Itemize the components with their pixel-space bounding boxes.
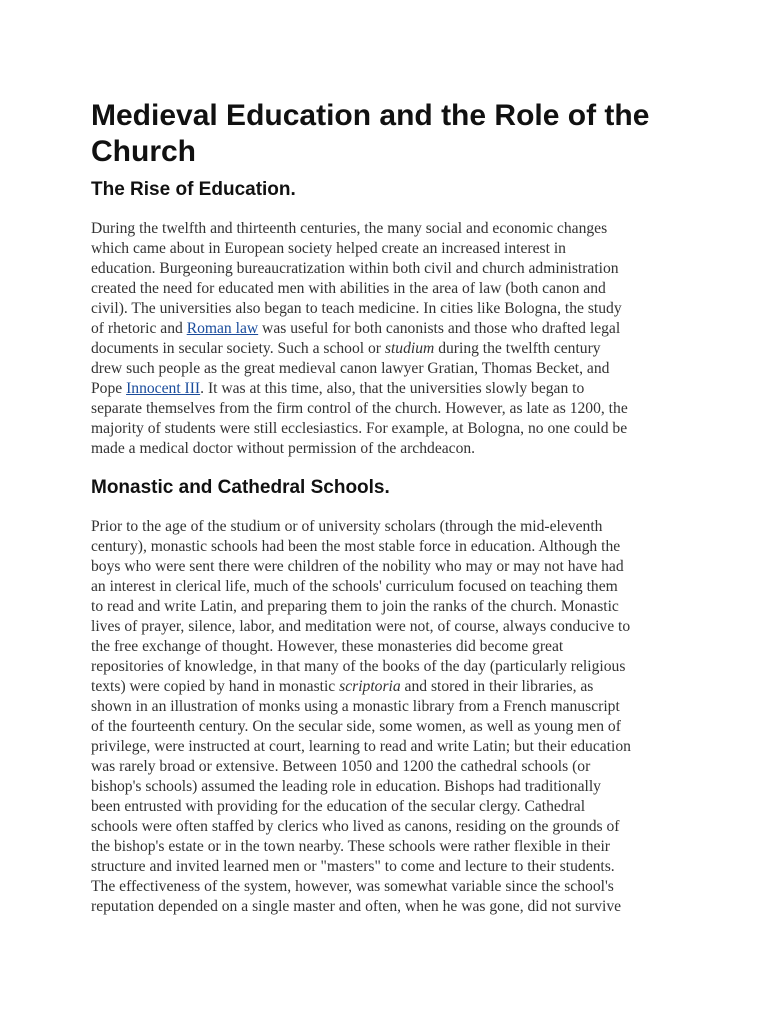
text-line: created the need for educated men with abilities in the area of law (both canon and (91, 280, 606, 297)
text-fragment: of rhetoric and (91, 320, 187, 337)
document-page (91, 98, 683, 917)
text-line: reputation depended on a single master and often, when he was gone, did not survive (91, 898, 622, 915)
text-line: to read and write Latin, and preparing them to join the ranks of the church. Monastic (91, 598, 619, 615)
text-line (91, 379, 683, 399)
text-line: repositories of knowledge, in that many of the books of the day (particularly religious (91, 658, 626, 675)
studium-term: studium (384, 340, 435, 357)
text-fragment: and stored in their libraries, as (400, 678, 594, 695)
paragraph-rise-of-education (91, 219, 683, 459)
section-heading-rise-of-education: The Rise of Education. (91, 179, 296, 200)
roman-law-link[interactable]: Roman law (186, 320, 259, 337)
text-line: was rarely broad or extensive. Between 1050 and 1200 the cathedral schools (or (91, 758, 591, 775)
page-title (91, 98, 683, 170)
text-line: an interest in clerical life, much of the schools' curriculum focused on teaching them (91, 578, 618, 595)
text-line: structure and invited learned men or "masters" to come and lecture to their students. (91, 858, 615, 875)
text-line: privilege, were instructed at court, learning to read and write Latin; but their education (91, 738, 631, 755)
text-fragment: during the twelfth century (434, 340, 601, 357)
text-line: majority of students were still ecclesiastics. For example, at Bologna, no one could be (91, 420, 628, 437)
text-line: century), monastic schools had been the most stable force in education. Although the (91, 538, 621, 555)
title-line-2: Church (91, 135, 196, 168)
text-line: civil). The universities also began to teach medicine. In cities like Bologna, the study (91, 300, 622, 317)
text-line: made a medical doctor without permission of the archdeacon. (91, 440, 476, 457)
text-line: of the fourteenth century. On the secular side, some women, as well as young men of (91, 718, 621, 735)
paragraph-monastic-schools (91, 517, 683, 917)
text-line: schools were often staffed by clerics who lived as canons, residing on the grounds of (91, 818, 620, 835)
text-line: education. Burgeoning bureaucratization within both civil and church administration (91, 260, 619, 277)
text-line: drew such people as the great medieval canon lawyer Gratian, Thomas Becket, and (91, 360, 610, 377)
text-line: lives of prayer, silence, labor, and meditation were not, of course, always conducive to (91, 618, 631, 635)
text-line: During the twelfth and thirteenth centuries, the many social and economic changes (91, 220, 608, 237)
text-line: the bishop's estate or in the town nearby. These schools were rather flexible in their (91, 838, 610, 855)
text-line (91, 677, 683, 697)
text-fragment: Pope (91, 380, 127, 397)
text-fragment: texts) were copied by hand in monastic (91, 678, 340, 695)
text-line: separate themselves from the firm control of the church. However, as late as 1200, the (91, 400, 628, 417)
text-line: boys who were sent there were children of the nobility who may or may not have had (91, 558, 624, 575)
text-line (91, 339, 683, 359)
text-line: which came about in European society helped create an increased interest in (91, 240, 566, 257)
text-line: The effectiveness of the system, however, was somewhat variable since the school's (91, 878, 614, 895)
scriptoria-term: scriptoria (339, 678, 401, 695)
innocent-iii-link[interactable]: Innocent III (126, 380, 201, 397)
text-fragment: documents in secular society. Such a school or (91, 340, 385, 357)
text-line: bishop's schools) assumed the leading role in education. Bishops had traditionally (91, 778, 601, 795)
text-line: shown in an illustration of monks using a monastic library from a French manuscript (91, 698, 620, 715)
section-heading-monastic-schools: Monastic and Cathedral Schools. (91, 477, 390, 498)
text-line: Prior to the age of the studium or of university scholars (through the mid-eleventh (91, 518, 603, 535)
text-line: been entrusted with providing for the education of the secular clergy. Cathedral (91, 798, 586, 815)
title-line-1: Medieval Education and the Role of the (91, 99, 650, 132)
text-line (91, 319, 683, 339)
text-line: the free exchange of thought. However, these monasteries did become great (91, 638, 564, 655)
text-fragment: was useful for both canonists and those who drafted legal (258, 320, 621, 337)
text-fragment: . It was at this time, also, that the universities slowly began to (200, 380, 585, 397)
